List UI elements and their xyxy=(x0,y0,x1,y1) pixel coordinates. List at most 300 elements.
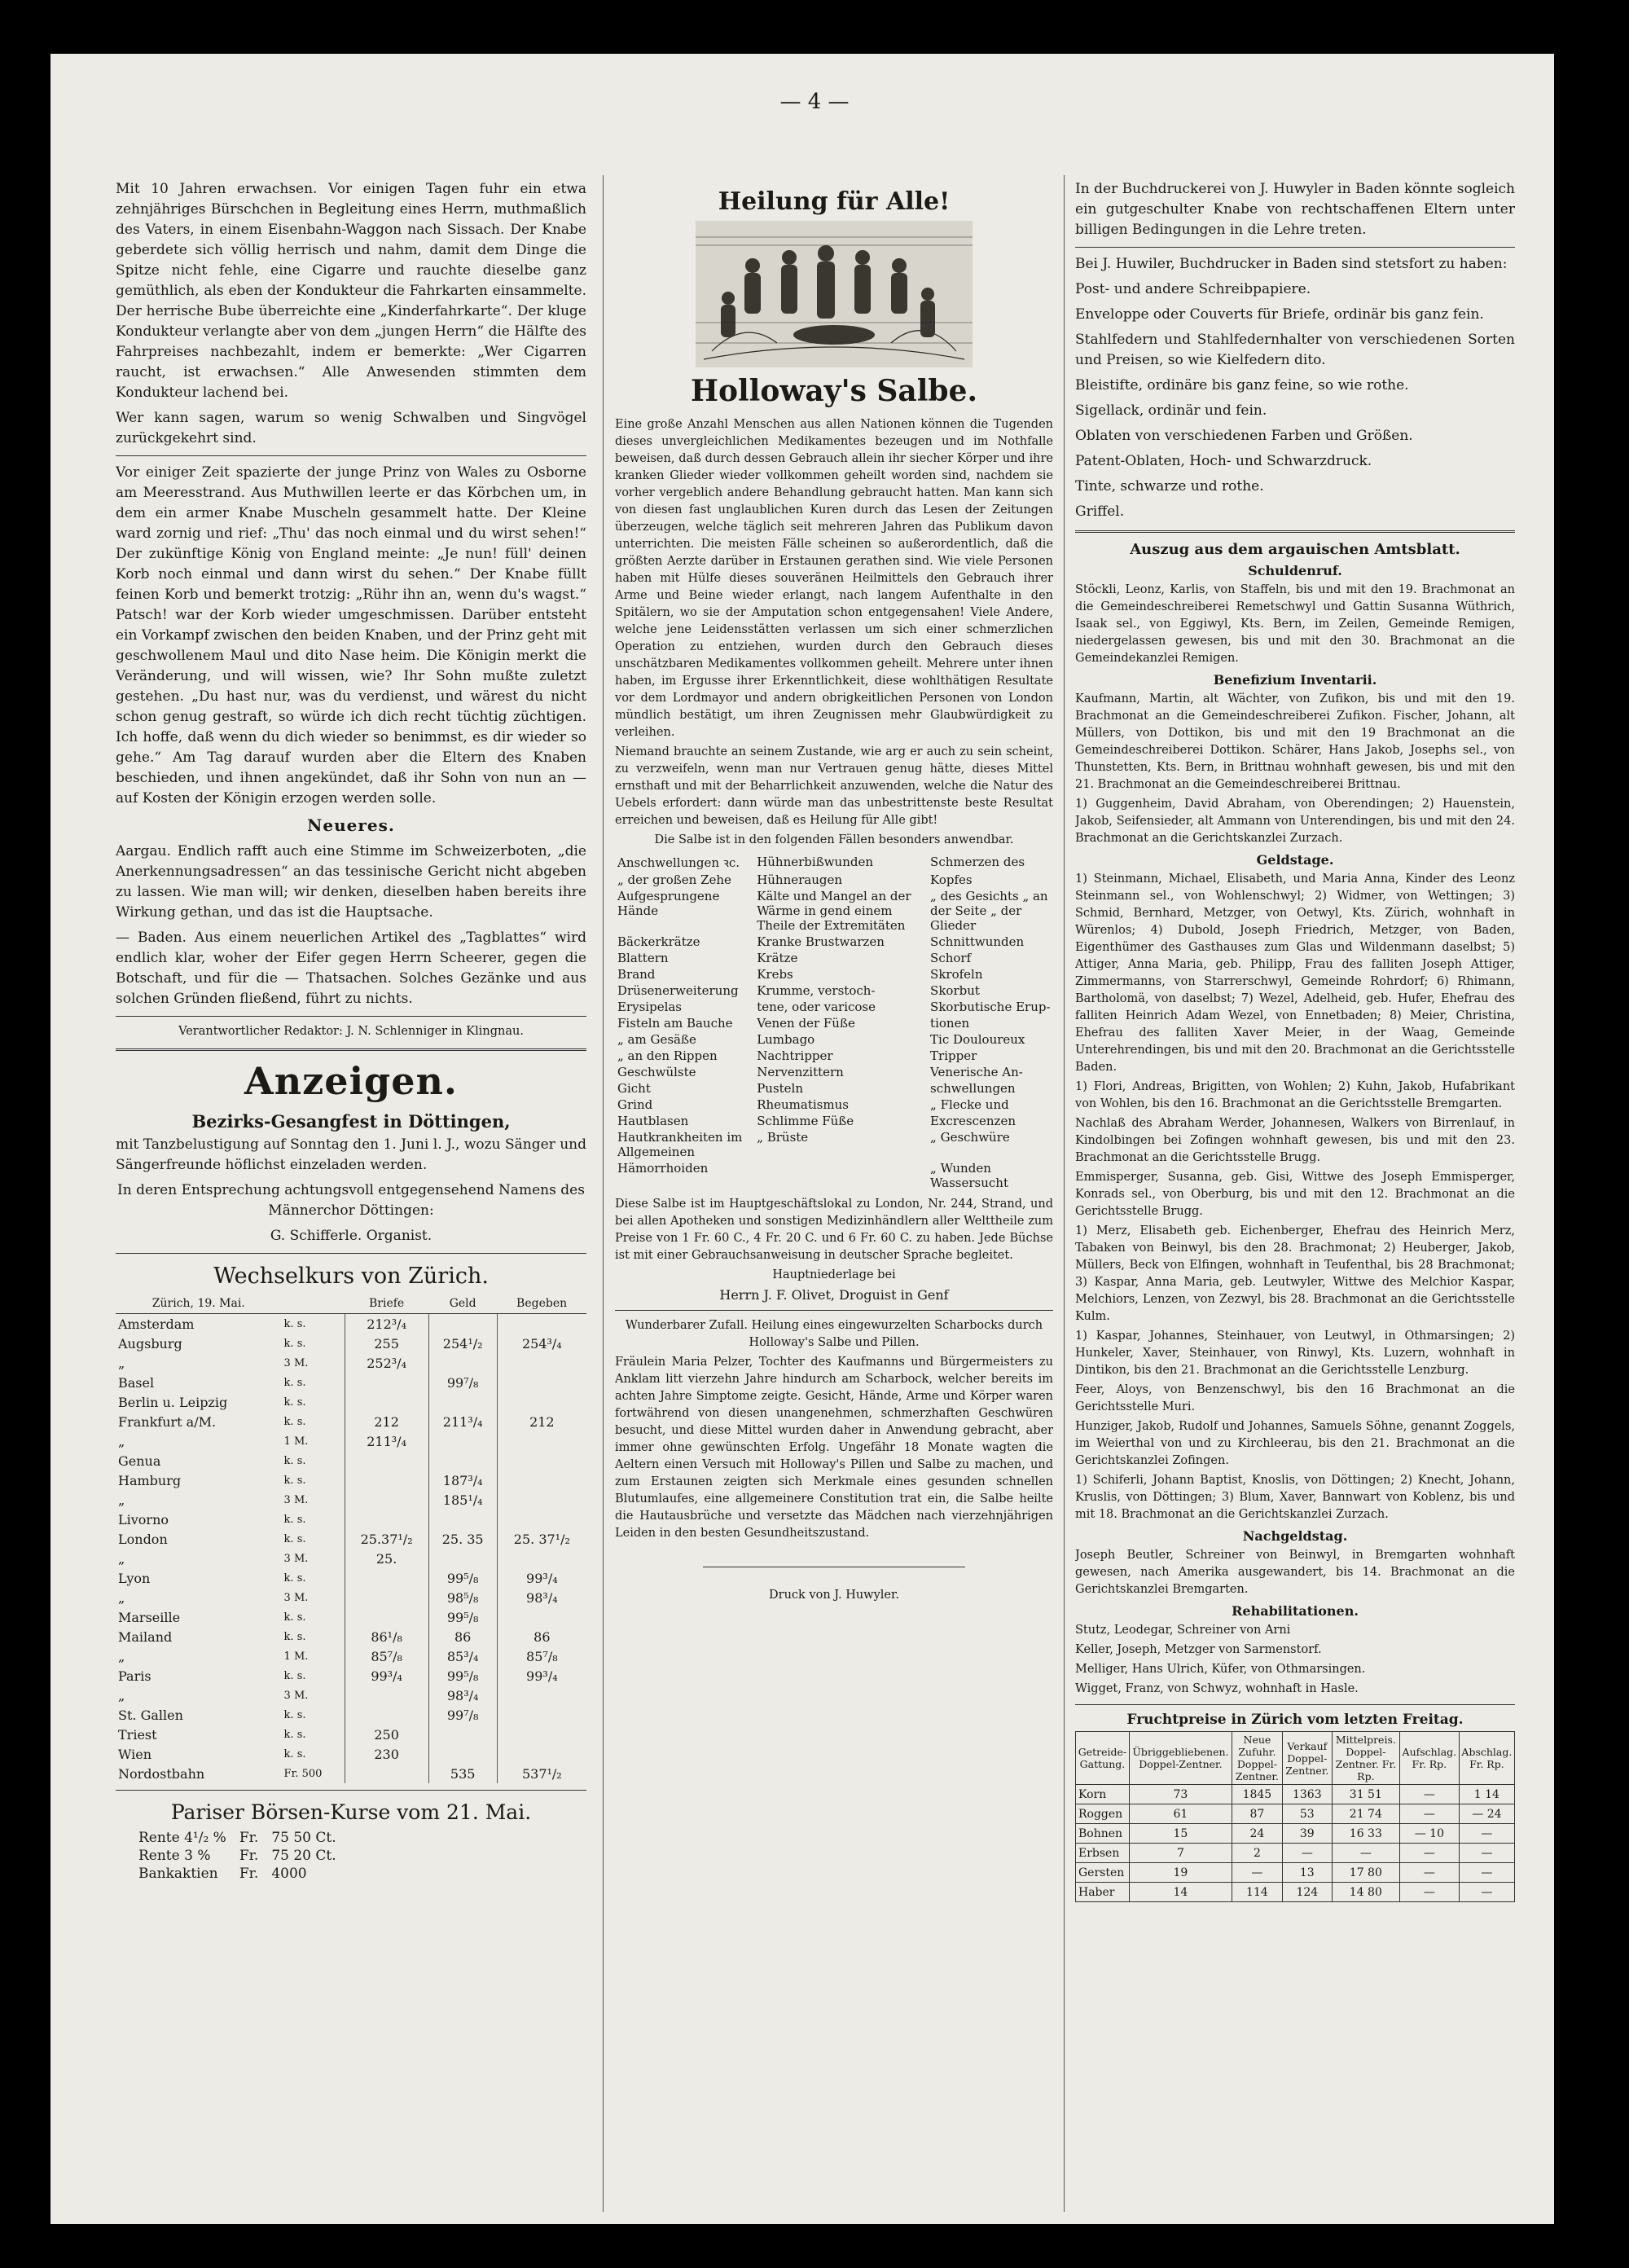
table-cell: Triest xyxy=(118,1726,157,1743)
table-cell: 99⁷/₈ xyxy=(428,1705,497,1725)
ad-holloway-text-2: Niemand brauchte an seinem Zustande, wie arg er auch zu sein scheint, zu verzweifeln, wenn man nur Vertrauen genug hätte, dieses Mittel ernsthaft und mit der Beharrlichkeit anzuwenden, welche die Natur des Uebels erfordert: dann würde man das unbestrittenste beste Resultat erreichen und beweisen, daß es Heilung für Alle gibt! xyxy=(615,745,1053,827)
table-row xyxy=(116,1627,586,1646)
notice-geldstage-3: Nachlaß des Abraham Werder, Johannesen, Walkers von Birrenlauf, in Kindolbingen bei Zofingen wohnhaft gewesen, bis und mit den 23. Brachmonat an die Gerichtsstelle Brugg. xyxy=(1075,1117,1515,1164)
table-row xyxy=(116,1510,586,1529)
table-cell: Frankfurt a/M. xyxy=(118,1413,217,1430)
table-cell xyxy=(345,1764,428,1783)
table-cell: Erbsen xyxy=(1076,1844,1130,1863)
table-cell: — xyxy=(1399,1863,1459,1883)
table-cell: Krätze xyxy=(757,951,798,965)
notice-geldstage-1: 1) Steinmann, Michael, Elisabeth, und Maria Anna, Kinder des Leonz Steinmann sel., von Wohlenschwyl; 2) Widmer, von Wettingen; 3) Schmid, Bernhard, Metzger, von Oetwyl, Kts. Zürich, wohnhaft in Würenlos; 4) Dubold, Joseph Friedrich, Metzger, von Baden, Eigenthümer des Gasthauses zum Glas und Wildenmann daselbst; 5) Attiger, Anna Maria, geb. Philipp, Frau des falliten Joseph Attiger, Zimmermanns, von Starrerschwyl, Gemeinde Rohrdorf; 6) Rhimann, Bartholomä, von daselbst; 7) Wezel, Adelheid, geb. Hufer, Ehefrau des falliten Heinrich Adam Wezel, von Ennetbaden; 8) Meier, Christina, Ehefrau des falliten Xaver Meier, in der Waag, Gemeinde Unterehrendingen, bis und mit den 20. Brachmonat an die Gerichtsstelle Baden. xyxy=(1075,872,1515,1074)
table-cell: Fr. 500 xyxy=(283,1767,323,1780)
table-cell xyxy=(754,1160,928,1191)
divider xyxy=(1075,1704,1515,1705)
table-cell: Genua xyxy=(118,1453,161,1469)
table-cell xyxy=(497,1705,586,1725)
table-cell: 98³/₄ xyxy=(428,1686,497,1705)
table-cell: Hühnerbißwunden xyxy=(757,855,874,869)
table-cell: 535 xyxy=(428,1764,497,1783)
table-row xyxy=(116,1725,586,1744)
table-cell: 255 xyxy=(345,1334,428,1353)
table-cell: 13 xyxy=(1282,1863,1332,1883)
table-cell xyxy=(497,1607,586,1627)
heading-geldstage: Geldstage. xyxy=(1256,852,1334,868)
table-cell: — xyxy=(1282,1844,1332,1863)
table-cell xyxy=(345,1490,428,1510)
heading-anzeigen: Anzeigen. xyxy=(244,1059,458,1103)
table-cell: Rente 4¹/₂ % xyxy=(138,1830,226,1846)
table-cell: k. s. xyxy=(283,1513,306,1526)
table-cell: Marseille xyxy=(118,1609,181,1625)
ad-gesangfest-text: mit Tanzbelustigung auf Sonntag den 1. Juni l. J., wozu Sänger und Sängerfreunde höflichst einzeladen werden. xyxy=(116,1136,586,1173)
table-cell xyxy=(497,1392,586,1412)
rehab-3: Melliger, Hans Ulrich, Küfer, von Othmarsingen. xyxy=(1075,1663,1366,1676)
table-cell: Hamburg xyxy=(118,1472,182,1488)
table-row xyxy=(1076,1804,1515,1824)
table-cell: — xyxy=(1459,1824,1514,1844)
wechselkurs-header: Begeben xyxy=(497,1294,586,1314)
table-cell: 3 M. xyxy=(283,1591,309,1604)
table-row xyxy=(615,1097,1053,1113)
table-cell: Anschwellungen ꝛc. xyxy=(617,855,740,870)
table-cell: 73 xyxy=(1129,1785,1232,1804)
table-cell: 1 M. xyxy=(283,1650,309,1663)
table-cell: 21 74 xyxy=(1332,1804,1399,1824)
table-cell: „ xyxy=(118,1550,125,1567)
column-divider xyxy=(1064,175,1065,2212)
table-cell xyxy=(497,1451,586,1470)
table-row xyxy=(116,1451,586,1470)
table-cell: 1 M. xyxy=(283,1435,309,1448)
ad-title-holloway: Holloway's Salbe. xyxy=(690,374,978,408)
table-cell: 15 xyxy=(1129,1824,1232,1844)
notice-geldstage-9: 1) Schiferli, Johann Baptist, Knoslis, von Döttingen; 2) Knecht, Johann, Kruslis, von Döttingen; 3) Blum, Xaver, Bannwart von Koblenz, bis und mit 18. Brachmonat an die Gerichtskanzlei Zurzach. xyxy=(1075,1474,1515,1521)
table-cell xyxy=(428,1392,497,1412)
table-cell: 99⁵/₈ xyxy=(428,1666,497,1686)
table-cell: — 24 xyxy=(1459,1804,1514,1824)
notice-schuldenruf: Stöckli, Leonz, Karlis, von Staffeln, bis und mit den 19. Brachmonat an die Gemeindeschreiberei Remetschwyl und Gattin Susanna Wüthrich, Isaak sel., von Eggiwyl, Kts. Bern, im Zeilen, Gemeinde Remigen, niedergelassen gewesen, bis und mit den 30. Brachmonat an die Gemeindekanzlei Remigen. xyxy=(1075,583,1515,665)
table-row xyxy=(116,1412,586,1431)
table-row xyxy=(116,1314,586,1334)
table-cell: Pusteln xyxy=(757,1081,804,1096)
table-cell: Roggen xyxy=(1076,1804,1130,1824)
list-item: Post- und andere Schreibpapiere. xyxy=(1075,281,1311,297)
article-baden: — Baden. Aus einem neuerlichen Artikel des „Tagblattes“ wird endlich klar, woher der Eifer gegen Herrn Scheerer, gegen die Botschaft, und für die — Thatsachen. Solches Gezänke und aus solchen Gründen fließend, führt zu nichts. xyxy=(116,930,586,1007)
table-row xyxy=(615,950,1053,966)
table-cell: 212 xyxy=(497,1412,586,1431)
table-cell: 17 80 xyxy=(1332,1863,1399,1883)
table-cell: 25. 35 xyxy=(428,1529,497,1549)
table-cell: 86 xyxy=(497,1627,586,1646)
table-row xyxy=(116,1529,586,1549)
divider xyxy=(116,455,586,456)
table-cell: „ am Gesäße xyxy=(617,1032,696,1047)
ad-holloway-text-3: Die Salbe ist in den folgenden Fällen besonders anwendbar. xyxy=(654,833,1014,846)
fruchtpreise-header: Verkauf Doppel-Zentner. xyxy=(1282,1732,1332,1785)
ad-huwiler-list xyxy=(1075,279,1515,522)
notice-geldstage-2: 1) Flori, Andreas, Brigitten, von Wohlen; 2) Kuhn, Jakob, Hufabrikant von Wohlen, bis den 16. Brachmonat an die Gerichtsstelle Bremgarten. xyxy=(1075,1080,1515,1110)
pariser-boersen-table xyxy=(132,1829,343,1883)
table-cell xyxy=(497,1744,586,1764)
table-cell xyxy=(497,1686,586,1705)
table-cell: — xyxy=(1399,1883,1459,1902)
pariser-boersen-title: Pariser Börsen-Kurse vom 21. Mai. xyxy=(170,1800,532,1824)
ad-holloway-olivet: Herrn J. F. Olivet, Droguist in Genf xyxy=(719,1287,949,1303)
table-cell: London xyxy=(118,1531,168,1547)
article-aargau: Aargau. Endlich rafft auch eine Stimme im Schweizerboten, „die Anerkennungsadressen“ an das tessinische Gericht nicht abgeben zu lassen. Wie man will; wir denken, dieselben haben bereits ihre Wirkung gethan, und das ist die Hauptsache. xyxy=(116,843,586,921)
table-row xyxy=(615,982,1053,999)
table-cell xyxy=(497,1314,586,1334)
ad-holloway-text-4: Diese Salbe ist im Hauptgeschäftslokal zu London, Nr. 244, Strand, und bei allen Apotheken und sonstigen Medizinhändlern aller Welttheile zum Preise von 1 Fr. 60 C., 4 Fr. 20 C. und 6 Fr. 60 C. zu haben. Jede Büchse ist mit einer Gebrauchsanweisung in deutscher Sprache begleitet. xyxy=(615,1198,1053,1262)
table-cell: St. Gallen xyxy=(118,1707,183,1723)
table-cell xyxy=(345,1392,428,1412)
table-cell: 25.37¹/₂ xyxy=(345,1529,428,1549)
table-row xyxy=(116,1549,586,1568)
table-cell: 3 M. xyxy=(283,1552,309,1565)
table-cell xyxy=(428,1314,497,1334)
table-cell: Geschwülste xyxy=(617,1065,696,1079)
table-cell: „ xyxy=(118,1589,125,1606)
article-prinz-von-wales: Vor einiger Zeit spazierte der junge Prinz von Wales zu Osborne am Meeresstrand. Aus Muthwillen leerte er das Körbchen um, in dem ein armer Knabe Muscheln gesammelt hatte. Der Kleine ward zornig und rief: „Thu' das noch einmal und du wirst sehen!“ Der zukünftige König von England meinte: „Je nun! füll' deinen Korb noch einmal und dann wirst du sehen.“ Der Knabe füllt feinen Korb und bemerkt trotzig: „Rühr ihn an, wenn du's wagst.“ Patsch! war der Korb wieder umgeschmissen. Darüber entsteht ein Vorkampf zwischen den beiden Knaben, und der Prinz geht mit geschwollenem Maul und dito Nase heim. Die Königin merkt die Veränderung, und will wissen, wie? Ihr Sohn mußte zuletzt gestehen. „Du hast nur, was du verdienst, und wärest du nicht schon genug gestraft, so würde ich dich recht tüchtig züchtigen. Ich hoffe, daß wenn du dich wieder so benimmst, es dir wieder so gehe.“ Am Tag darauf wurden aber die Eltern des Knaben beschieden, und ihnen angekündet, daß ihr Sohn von nun an — auf Kosten der Königin erzogen werden solle. xyxy=(116,464,586,807)
table-cell: 99⁷/₈ xyxy=(428,1373,497,1392)
list-item: Griffel. xyxy=(1075,503,1125,520)
notice-geldstage-6: 1) Kaspar, Johannes, Steinhauer, von Leutwyl, in Othmarsingen; 2) Hunkeler, Xaver, Steinhauer, von Rinwyl, Kts. Luzern, wohnhaft in Dintikon, bis den 21. Brachmonat an die Gerichtsstelle Lenzburg. xyxy=(1075,1330,1515,1377)
table-cell: Bäckerkrätze xyxy=(617,934,700,949)
table-cell: 85³/₄ xyxy=(428,1646,497,1666)
table-cell: Fisteln am Bauche xyxy=(617,1016,733,1031)
table-cell: „ xyxy=(118,1648,125,1664)
table-cell xyxy=(497,1373,586,1392)
ad-gesangfest-title: Bezirks-Gesangfest in Döttingen, xyxy=(191,1111,511,1132)
table-cell: Rente 3 % xyxy=(138,1848,211,1864)
table-cell xyxy=(497,1470,586,1490)
heading-amtsblatt: Auszug aus dem argauischen Amtsblatt. xyxy=(1130,541,1460,558)
ad-holloway-text-5: Hauptniederlage bei xyxy=(772,1268,896,1281)
table-row xyxy=(615,1080,1053,1097)
table-cell: „ Geschwüre xyxy=(930,1130,1010,1145)
table-cell: Fr. xyxy=(239,1848,259,1864)
table-cell: 1363 xyxy=(1282,1785,1332,1804)
table-cell: Tic Douloureux xyxy=(930,1032,1025,1047)
table-cell: — xyxy=(1399,1785,1459,1804)
table-cell: — xyxy=(1399,1844,1459,1863)
table-cell: Brand xyxy=(617,967,656,982)
table-cell: 4000 xyxy=(271,1866,307,1882)
table-cell: k. s. xyxy=(283,1630,306,1643)
table-row xyxy=(132,1829,343,1847)
table-cell xyxy=(345,1588,428,1607)
table-row xyxy=(116,1353,586,1373)
redaktor-line: Verantwortlicher Redaktor: J. N. Schlenniger in Klingnau. xyxy=(178,1025,524,1038)
rehab-1: Stutz, Leodegar, Schreiner von Arni xyxy=(1075,1624,1291,1637)
table-cell: Bohnen xyxy=(1076,1824,1130,1844)
table-row xyxy=(116,1568,586,1588)
ad-huwiler-intro: Bei J. Huwiler, Buchdrucker in Baden sind stetsfort zu haben: xyxy=(1075,256,1508,272)
fruchtpreise-header: Aufschlag. Fr. Rp. xyxy=(1399,1732,1459,1785)
table-cell xyxy=(345,1686,428,1705)
table-cell: Erysipelas xyxy=(617,1000,683,1014)
divider xyxy=(116,1016,586,1017)
ad-lehrling: In der Buchdruckerei von J. Huwyler in Baden könnte sogleich ein gutgeschulter Knabe von rechtschaffenen Eltern unter billigen Bedingungen in die Lehre treten. xyxy=(1075,181,1515,238)
article-mit-10-jahren: Mit 10 Jahren erwachsen. Vor einigen Tagen fuhr ein etwa zehnjähriges Bürschchen in Begleitung eines Herrn, muthmaßlich des Vaters, in einem Eisenbahn-Waggon nach Sissach. Der Knabe geberdete sich völlig herrisch und nahm, damit dem Dinge die Spitze nicht fehle, eine Cigarre und rauchte dieselbe ganz gemüthlich, als eben der Kondukteur die Fahrkarten einsammelte. Der herrische Bube überreichte eine „Kinderfahrkarte“. Der kluge Kondukteur verlangte aber von dem „jungen Herrn“ die Hälfte des Fahrpreises nachbezahlt, indem er bemerkte: „Wer Cigarren raucht, ist erwachsen.“ Alle Anwesenden stimmten dem Kondukteur lachend bei. xyxy=(116,181,586,401)
table-cell: 187³/₄ xyxy=(428,1470,497,1490)
column-middle xyxy=(615,179,1053,1606)
table-cell: „ des Gesichts „ an der Seite „ der Glieder xyxy=(930,889,1048,933)
divider xyxy=(116,1253,586,1254)
fruchtpreise-title: Fruchtpreise in Zürich vom letzten Freitag. xyxy=(1126,1712,1464,1728)
table-cell: — xyxy=(1459,1844,1514,1863)
ad-gesangfest-sign: G. Schifferle. Organist. xyxy=(270,1228,432,1244)
table-cell: Hautkrankheiten im Allgemeinen xyxy=(617,1130,743,1159)
table-cell: k. s. xyxy=(283,1317,306,1330)
table-cell: k. s. xyxy=(283,1415,306,1428)
list-item: Enveloppe oder Couverts für Briefe, ordinär bis ganz fein. xyxy=(1075,306,1484,323)
table-cell: 85⁷/₈ xyxy=(345,1646,428,1666)
table-cell xyxy=(428,1431,497,1451)
table-row xyxy=(615,934,1053,950)
table-cell: 211³/₄ xyxy=(345,1431,428,1451)
table-cell xyxy=(428,1451,497,1470)
table-cell: 99³/₄ xyxy=(345,1666,428,1686)
table-cell: 85⁷/₈ xyxy=(497,1646,586,1666)
table-cell: Rheumatismus xyxy=(757,1097,849,1112)
table-cell: k. s. xyxy=(283,1396,306,1409)
table-cell xyxy=(497,1490,586,1510)
table-cell: Mailand xyxy=(118,1628,173,1645)
table-row xyxy=(615,1064,1053,1080)
table-cell: Basel xyxy=(118,1374,155,1391)
table-cell: — xyxy=(1459,1863,1514,1883)
heading-schuldenruf: Schuldenruf. xyxy=(1248,563,1342,578)
table-cell: 7 xyxy=(1129,1844,1232,1863)
fruchtpreise-header: Getreide-Gattung. xyxy=(1076,1732,1130,1785)
table-row xyxy=(132,1865,343,1883)
table-cell: 87 xyxy=(1232,1804,1282,1824)
table-cell xyxy=(345,1510,428,1529)
heading-nachgeldstag: Nachgeldstag. xyxy=(1242,1528,1348,1544)
table-cell: Amsterdam xyxy=(118,1316,195,1332)
table-cell: Drüsenerweiterung xyxy=(617,983,739,998)
table-cell: tionen xyxy=(930,1016,970,1031)
table-cell: Schmerzen des xyxy=(930,855,1025,869)
table-cell: „ an den Rippen xyxy=(617,1048,718,1063)
table-row xyxy=(116,1764,586,1783)
table-cell xyxy=(497,1549,586,1568)
table-cell: Hämorrhoiden xyxy=(617,1161,709,1176)
table-cell xyxy=(345,1568,428,1588)
table-cell: Fr. xyxy=(239,1866,259,1882)
table-row xyxy=(615,1113,1053,1129)
table-cell: Kälte und Mangel an der Wärme in gend einem Theile der Extremitäten xyxy=(757,889,911,933)
ad-gesangfest-sub: In deren Entsprechung achtungsvoll entgegensehend Namens des Männerchor Döttingen: xyxy=(117,1182,585,1219)
table-cell xyxy=(345,1607,428,1627)
table-cell xyxy=(428,1510,497,1529)
table-cell: 31 51 xyxy=(1332,1785,1399,1804)
table-cell: 212³/₄ xyxy=(345,1314,428,1334)
table-cell: „ Flecke und xyxy=(930,1097,1009,1112)
table-cell: Korn xyxy=(1076,1785,1130,1804)
table-cell: 3 M. xyxy=(283,1493,309,1506)
fruchtpreise-header: Neue Zufuhr. Doppel-Zentner. xyxy=(1232,1732,1282,1785)
notice-geldstage-7: Feer, Aloys, von Benzenschwyl, bis den 16 Brachmonat an die Gerichtsstelle Muri. xyxy=(1075,1383,1515,1413)
list-item: Tinte, schwarze und rothe. xyxy=(1075,478,1264,494)
table-cell: 16 33 xyxy=(1332,1824,1399,1844)
table-cell: 99⁵/₈ xyxy=(428,1607,497,1627)
article-schwalben: Wer kann sagen, warum so wenig Schwalben und Singvögel zurückgekehrt sind. xyxy=(116,410,586,446)
table-cell: k. s. xyxy=(283,1532,306,1545)
table-cell: Haber xyxy=(1076,1883,1130,1902)
table-cell: 25. 37¹/₂ xyxy=(497,1529,586,1549)
table-cell: — xyxy=(1332,1844,1399,1863)
column-left xyxy=(116,179,586,1883)
table-cell: 14 80 xyxy=(1332,1883,1399,1902)
table-row xyxy=(116,1470,586,1490)
engraving-illustration xyxy=(696,221,973,367)
table-cell xyxy=(497,1725,586,1744)
list-item: Stahlfedern und Stahlfedernhalter von verschiedenen Sorten und Preisen, so wie Kielfedern dito. xyxy=(1075,332,1515,368)
divider xyxy=(116,1048,586,1051)
table-cell: 2 xyxy=(1232,1844,1282,1863)
divider xyxy=(1075,247,1515,248)
table-cell: 99⁵/₈ xyxy=(428,1568,497,1588)
wechselkurs-header xyxy=(282,1294,345,1314)
table-cell: Kopfes xyxy=(930,872,973,887)
table-cell: 98³/₄ xyxy=(497,1588,586,1607)
wechselkurs-header: Geld xyxy=(428,1294,497,1314)
table-cell: Wien xyxy=(118,1746,152,1762)
table-row xyxy=(116,1666,586,1686)
ailments-table xyxy=(615,854,1053,1191)
table-row xyxy=(615,1048,1053,1064)
table-row xyxy=(615,1031,1053,1048)
table-row xyxy=(615,1015,1053,1031)
table-cell xyxy=(497,1431,586,1451)
table-cell: k. s. xyxy=(283,1611,306,1624)
table-row xyxy=(1076,1844,1515,1863)
table-row xyxy=(116,1607,586,1627)
column-right xyxy=(1075,179,1515,1902)
table-cell: „ xyxy=(118,1433,125,1449)
table-cell: 98⁵/₈ xyxy=(428,1588,497,1607)
heading-rehabilitationen: Rehabilitationen. xyxy=(1232,1603,1359,1619)
table-cell: 252³/₄ xyxy=(345,1353,428,1373)
notice-geldstage-4: Emmisperger, Susanna, geb. Gisi, Wittwe des Joseph Emmisperger, Konrads sel., von Oberburg, bis und mit den 12. Brachmonat an die Gerichtsstelle Brugg. xyxy=(1075,1171,1515,1218)
table-cell: 75 20 Ct. xyxy=(271,1848,336,1864)
table-row xyxy=(615,1129,1053,1160)
table-row xyxy=(615,872,1053,888)
table-cell: — xyxy=(1459,1883,1514,1902)
divider xyxy=(615,1310,1053,1311)
table-cell: k. s. xyxy=(283,1337,306,1350)
table-cell xyxy=(497,1510,586,1529)
table-cell: 537¹/₂ xyxy=(497,1764,586,1783)
table-row xyxy=(116,1705,586,1725)
table-row xyxy=(1076,1824,1515,1844)
table-cell: 1 14 xyxy=(1459,1785,1514,1804)
table-cell: 185¹/₄ xyxy=(428,1490,497,1510)
table-row xyxy=(116,1334,586,1353)
table-cell: 254³/₄ xyxy=(497,1334,586,1353)
table-cell xyxy=(428,1549,497,1568)
divider xyxy=(116,1790,586,1791)
table-row xyxy=(116,1392,586,1412)
column-divider xyxy=(603,175,604,2212)
table-cell: k. s. xyxy=(283,1747,306,1760)
table-cell: 61 xyxy=(1129,1804,1232,1824)
printer-line: Druck von J. Huwyler. xyxy=(769,1589,899,1602)
table-cell: 86 xyxy=(428,1627,497,1646)
table-cell: 86¹/₈ xyxy=(345,1627,428,1646)
table-cell: „ Wunden Wassersucht xyxy=(930,1161,1008,1190)
rehab-2: Keller, Joseph, Metzger von Sarmenstorf. xyxy=(1075,1643,1322,1656)
table-cell: 99³/₄ xyxy=(497,1666,586,1686)
table-cell xyxy=(345,1470,428,1490)
table-cell: Aufgesprungene Hände xyxy=(617,889,720,918)
table-cell: 212 xyxy=(345,1412,428,1431)
table-cell: „ xyxy=(118,1355,125,1371)
table-cell: 124 xyxy=(1282,1883,1332,1902)
table-row xyxy=(1076,1883,1515,1902)
table-cell: k. s. xyxy=(283,1571,306,1585)
notice-geldstage-5: 1) Merz, Elisabeth geb. Eichenberger, Ehefrau des Heinrich Merz, Tabaken von Beinwyl, bis den 28. Brachmonat; 2) Heuberger, Jakob, Müllers, Beck von Elfingen, wohnhaft in Teufenthal, bis 28 Brachmonat; 3) Kaspar, Anna Maria, geb. Leutwyler, Wittwe des Melchior Kaspar, Melchiors, Lenzen, von Zezwyl, bis 28. Brachmonat an die Gerichtsstelle Kulm. xyxy=(1075,1224,1515,1323)
table-cell: — xyxy=(1399,1804,1459,1824)
table-cell: k. s. xyxy=(283,1474,306,1487)
notice-nachgeldstag: Joseph Beutler, Schreiner von Beinwyl, in Bremgarten wohnhaft gewesen, nach Amerika ausgewandert, bis 14. Brachmonat an die Gerichtskanzlei Bremgarten. xyxy=(1075,1549,1515,1596)
table-cell: 25. xyxy=(345,1549,428,1568)
table-cell: Krebs xyxy=(757,967,793,982)
table-cell xyxy=(428,1353,497,1373)
table-cell: — 10 xyxy=(1399,1824,1459,1844)
table-cell xyxy=(428,1725,497,1744)
notice-geldstage-8: Hunziger, Jakob, Rudolf und Johannes, Samuels Söhne, genannt Zoggels, im Weierthal von und zu Kirchleerau, bis den 21. Brachmonat an die Gerichtskanzlei Zofingen. xyxy=(1075,1420,1515,1467)
table-cell: Hühneraugen xyxy=(757,872,843,887)
table-row xyxy=(615,1160,1053,1191)
table-row xyxy=(1076,1785,1515,1804)
table-cell: Lyon xyxy=(118,1570,151,1586)
table-row xyxy=(116,1373,586,1392)
table-cell: Nervenzittern xyxy=(757,1065,844,1079)
wechselkurs-header: Briefe xyxy=(345,1294,428,1314)
notice-benefizium-2: 1) Guggenheim, David Abraham, von Oberendingen; 2) Hauenstein, Jakob, Seifensieder, alt Ammann von Unterendingen, bis und mit den 24. Brachmonat an die Gerichtskanzlei Zurzach. xyxy=(1075,798,1515,845)
ad-title-heilung: Heilung für Alle! xyxy=(718,187,951,216)
table-cell: Venerische An- xyxy=(930,1065,1023,1079)
table-cell: Schlimme Füße xyxy=(757,1114,854,1128)
table-row xyxy=(116,1490,586,1510)
table-cell: schwellungen xyxy=(930,1081,1016,1096)
table-cell: „ xyxy=(118,1687,125,1703)
table-cell xyxy=(345,1373,428,1392)
table-row xyxy=(615,888,1053,934)
table-row xyxy=(116,1744,586,1764)
divider xyxy=(1075,530,1515,533)
table-cell: — xyxy=(1232,1863,1282,1883)
table-cell: Berlin u. Leipzig xyxy=(118,1394,228,1410)
table-cell: Venen der Füße xyxy=(757,1016,855,1031)
table-row xyxy=(615,854,1053,872)
table-cell xyxy=(345,1451,428,1470)
table-row xyxy=(116,1646,586,1666)
table-cell: Blattern xyxy=(617,951,669,965)
table-cell: „ xyxy=(118,1492,125,1508)
table-cell: 1845 xyxy=(1232,1785,1282,1804)
ad-holloway-zufall: Wunderbarer Zufall. Heilung eines eingewurzelten Scharbocks durch Holloway's Salbe und Pillen. xyxy=(625,1319,1043,1349)
table-cell: 99³/₄ xyxy=(497,1568,586,1588)
fruchtpreise-table xyxy=(1075,1731,1515,1902)
table-cell xyxy=(428,1744,497,1764)
ad-holloway-text-1: Eine große Anzahl Menschen aus allen Nationen können die Tugenden dieses unvergleichlichen Medikamentes bezeugen und im Nothfalle beweisen, daß durch dessen Gebrauch allein ihr siecher Körper und ihre kranken Glieder wieder vollkommen geheilt worden sind, nachdem sie vorher vergeblich andere Behandlung gebraucht hatten. Man kann sich von diesen fast unglaublichen Kuren durch das Lesen der Zeitungen überzeugen, welche täglich seit mehreren Jahren das Publikum davon unterrichten. Die meisten Fälle scheinen so außerordentlich, daß die größten Aerzte darüber in Erstaunen gerathen sind. Wie viele Personen haben mit Hülfe dieses souveränen Heilmittels den Gebrauch ihrer Arme und Beine wieder erlangt, nach langem Aufenthalte in den Spitälern, wo sie der Amputation schon entgegensahen! Viele Andere, welche jene Leidensstätten verlassen um sich einer schmerzlichen Operation zu entziehen, wurden durch den Gebrauch dieses unschätzbaren Medikamentes vollkommen geheilt. Mehrere unter ihnen haben, im Ergusse ihrer Erkenntlichkeit, diese wohlthätigen Resultate vor dem Lordmayor und andern obrigkeitlichen Personen von London mündlich bestätigt, um ihren Zeugnissen mehr Glaubwürdigkeit zu verleihen. xyxy=(615,418,1053,739)
table-cell: k. s. xyxy=(283,1669,306,1682)
table-cell: Hautblasen xyxy=(617,1114,689,1128)
